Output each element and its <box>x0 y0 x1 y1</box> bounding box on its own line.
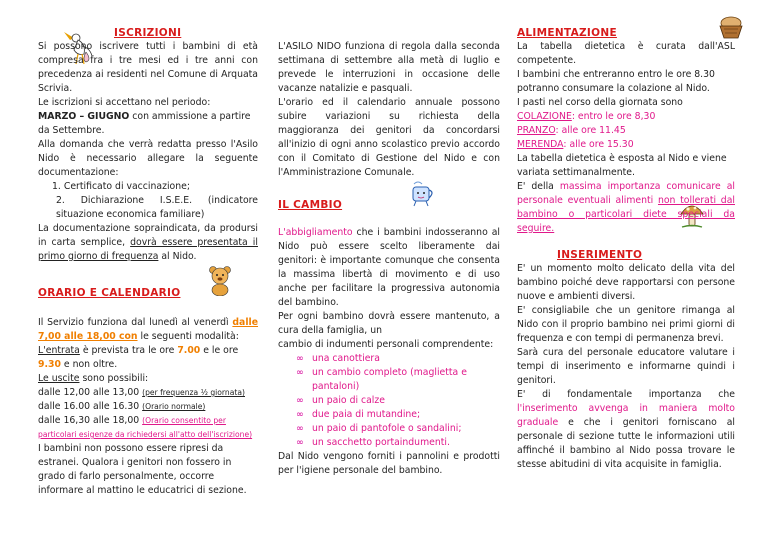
doc-item-1: 1. Certificato di vaccinazione; <box>52 181 190 192</box>
list-item: ∞ un paio di calze <box>296 395 385 406</box>
alim-text-3: I pasti nel corso della giornata sono <box>517 97 683 108</box>
cambio-text-3: cambio di indumenti personali comprendente: <box>278 339 494 350</box>
orario-heading: ORARIO E CALENDARIO <box>38 287 181 299</box>
orario-entrata: L'entrata è prevista tra le ore 7.00 e le ore 9.30 e non oltre. <box>38 345 239 370</box>
list-item: ∞ due paia di mutandine; <box>296 409 421 420</box>
orario-ritiro: I bambini non possono essere ripresi da estranei. Qualora i genitori non fossero in grado di farlo personalmente, occorre informare al mattino le educatrici di sezione. <box>38 443 247 496</box>
doc-item-2: 2. Dichiarazione I.S.E.E. (indicatore situazione economica familiare) <box>56 195 258 220</box>
uscita-3: dalle 16,30 alle 18,00 (Orario consentito per particolari esigenze da richiedersi all'atto dell'iscrizione) <box>38 415 253 439</box>
alim-text-5: E' della massima importanza comunicare al personale eventuali alimenti non tollerati dal bambino o particolari diete speciali da seguire. <box>517 181 736 234</box>
list-item: ∞ un cambio completo (maglietta e pantaloni) <box>296 367 467 392</box>
cambio-text-2: Per ogni bambino dovrà essere mantenuto, a cura della famiglia, un <box>278 311 500 336</box>
column-left <box>38 26 258 498</box>
uscita-2: dalle 16.00 alle 16.30 (Orario normale) <box>38 401 206 412</box>
ins-text-1: E' un momento molto delicato della vita del bambino poiché deve rapportarsi con persone nuove e ambienti diversi. <box>517 263 735 302</box>
list-item: ∞ un sacchetto portaindumenti. <box>296 437 450 448</box>
list-item: ∞ un paio di pantofole o sandalini; <box>296 423 462 434</box>
ins-text-3: Sarà cura del personale educatore valutare i tempi di inserimento e informarne quindi i genitori. <box>517 347 735 386</box>
bullet-icon: ∞ <box>296 437 304 448</box>
orario-intro: Il Servizio funziona dal lunedì al venerdì dalle 7,00 alle 18,00 con le seguenti modalità: <box>38 317 258 342</box>
orario-uscite: Le uscite sono possibili: <box>38 373 149 384</box>
list-item: ∞ una canottiera <box>296 353 380 364</box>
ins-text-2: E' consigliabile che un genitore rimanga al Nido con il proprio bambino nei primi giorni di frequenza e con tempi di permanenza brevi. <box>517 305 735 344</box>
bullet-icon: ∞ <box>296 367 304 378</box>
iscrizioni-heading: ISCRIZIONI <box>114 27 182 39</box>
iscrizioni-period-label: Le iscrizioni si accettano nel periodo: <box>38 97 211 108</box>
calendario-text-1: L'ASILO NIDO funziona di regola dalla seconda settimana di settembre alla metà di luglio e prevede le interruzioni in occasione delle vacanze natalizie e pasquali. <box>278 41 500 94</box>
bullet-icon: ∞ <box>296 395 304 406</box>
alim-text-4: La tabella dietetica è esposta al Nido e viene variata settimanalmente. <box>517 153 727 178</box>
alim-text-1: La tabella dietetica è curata dall'ASL competente. <box>517 41 735 66</box>
cambio-note: Dal Nido vengono forniti i pannolini e prodotti per l'igiene personale del bambino. <box>278 451 500 476</box>
bullet-icon: ∞ <box>296 423 304 434</box>
calendario-text-2: L'orario ed il calendario annuale possono subire variazioni su richiesta della maggioranza dei genitori da concordarsi all'inizio di ogni anno scolastico previo accordo con il Comitato di Gestione del Nido e con l'Amministrazione Comunale. <box>278 97 500 178</box>
iscrizioni-docs-intro: Alla domanda che verrà redatta presso l'Asilo Nido è necessario allegare la seguente documentazione: <box>38 139 258 178</box>
cambio-heading: IL CAMBIO <box>278 199 343 211</box>
meal-merenda: MERENDA: alle ore 15.30 <box>517 139 634 150</box>
iscrizioni-period: MARZO – GIUGNO con ammissione a partire da Settembre. <box>38 111 251 136</box>
inserimento-heading: INSERIMENTO <box>557 249 643 261</box>
meal-pranzo: PRANZO: alle ore 11.45 <box>517 125 626 136</box>
uscita-1: dalle 12,00 alle 13,00 (per frequenza ½ giornata) <box>38 387 245 398</box>
cambio-list <box>278 352 500 450</box>
cambio-intro: L'abbigliamento che i bambini indosseranno al Nido può essere scelto liberamente dai genitori: è importante comunque che consenta la massima libertà di movimento e di uso anche per facilitare la progressiva autonomia del bambino. <box>278 227 500 308</box>
bullet-icon: ∞ <box>296 409 304 420</box>
alim-text-2: I bambini che entreranno entro le ore 8.30 potranno consumare la colazione al Nido. <box>517 69 715 94</box>
iscrizioni-note: La documentazione sopraindicata, da prodursi in carta semplice, dovrà essere presentata il primo giorno di frequenza al Nido. <box>38 223 258 262</box>
ins-text-4: E' di fondamentale importanza che l'inserimento avvenga in maniera molto graduale e che i genitori forniscano al personale di sezione tutte le informazioni utili affinché il bambino al Nido possa trovare le stesse abitudini di vita acquisite in famiglia. <box>517 389 735 470</box>
column-middle <box>278 40 500 478</box>
meal-colazione: COLAZIONE: entro le ore 8,30 <box>517 111 656 122</box>
alimentazione-heading: ALIMENTAZIONE <box>517 27 617 39</box>
bullet-icon: ∞ <box>296 353 304 364</box>
column-right <box>517 26 735 472</box>
iscrizioni-intro: Si possono iscrivere tutti i bambini di età compresa fra i tre mesi ed i tre anni con precedenza ai residenti nel Comune di Arquata Scrivia. <box>38 41 258 94</box>
